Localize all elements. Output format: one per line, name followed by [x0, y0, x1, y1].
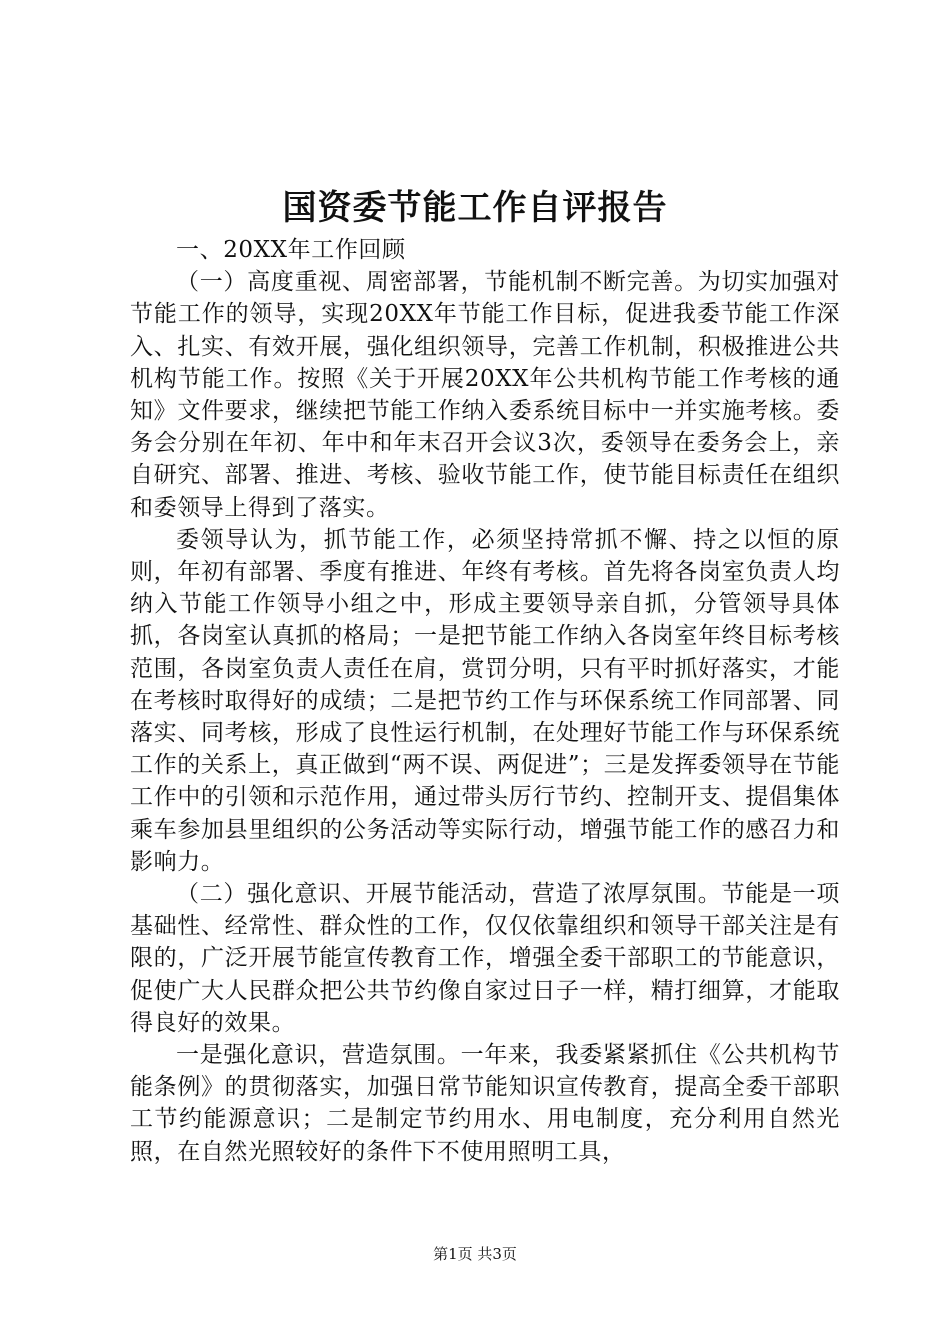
- page-number-footer: 第1页 共3页: [433, 1245, 517, 1263]
- document-title: 国资委节能工作自评报告: [282, 188, 668, 228]
- paragraph: 一是强化意识，营造氛围。一年来，我委紧紧抓住《公共机构节能条例》的贯彻落实，加强日常节能知识宣传教育，提高全委干部职工节约能源意识；二是制定节约用水、用电制度，充分利用自然光照，在自然光照较好的条件下不使用照明工具，: [130, 1042, 840, 1165]
- paragraph: 委领导认为，抓节能工作，必须坚持常抓不懈、持之以恒的原则，年初有部署、季度有推进、年终有考核。首先将各岗室负责人均纳入节能工作领导小组之中，形成主要领导亲自抓，分管领导具体抓，各岗室认真抓的格局；一是把节能工作纳入各岗室年终目标考核范围，各岗室负责人责任在肩，赏罚分明，只有平时抓好落实，才能在考核时取得好的成绩；二是把节约工作与环保系统工作同部署、同落实、同考核，形成了良性运行机制，在处理好节能工作与环保系统工作的关系上，真正做到“两不误、两促进”；三是发挥委领导在节能工作中的引领和示范作用，通过带头厉行节约、控制开支、提倡集体乘车参加县里组织的公务活动等实际行动，增强节能工作的感召力和影响力。: [130, 526, 840, 875]
- document-body: [130, 234, 840, 1168]
- paragraph: （二）强化意识、开展节能活动，营造了浓厚氛围。节能是一项基础性、经常性、群众性的工作，仅仅依靠组织和领导干部关注是有限的，广泛开展节能宣传教育工作，增强全委干部职工的节能意识，促使广大人民群众把公共节约像自家过日子一样，精打细算，才能取得良好的效果。: [130, 881, 840, 1036]
- paragraph: （一）高度重视、周密部署，节能机制不断完善。为切实加强对节能工作的领导，实现20XX年节能工作目标，促进我委节能工作深入、扎实、有效开展，强化组织领导，完善工作机制，积极推进公共机构节能工作。按照《关于开展20XX年公共机构节能工作考核的通知》文件要求，继续把节能工作纳入委系统目标中一并实施考核。委务会分别在年初、年中和年末召开会议3次，委领导在委务会上，亲自研究、部署、推进、考核、验收节能工作，使节能目标责任在组织和委领导上得到了落实。: [130, 269, 840, 521]
- section-heading: 一、20XX年工作回顾: [176, 237, 406, 263]
